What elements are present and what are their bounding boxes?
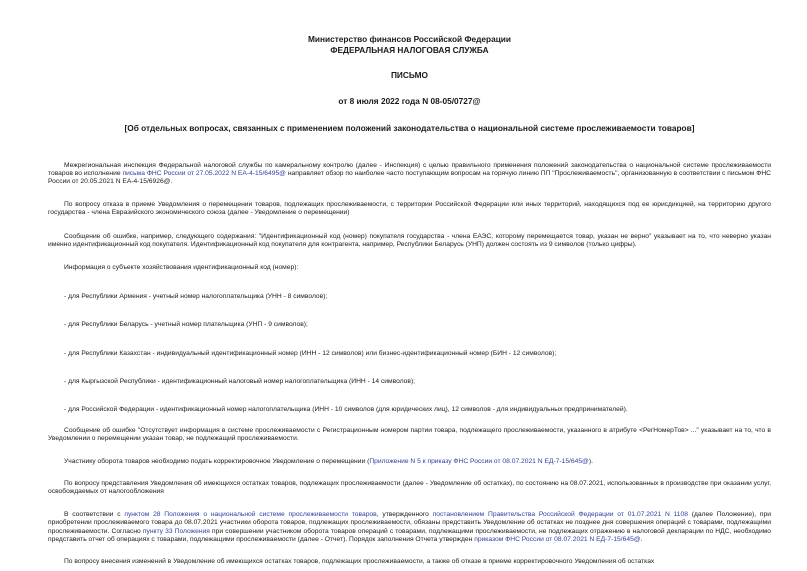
text-segment: при совершении участником оборота товаров операций с товарами, подлежащими прослеживаемости, не подлежащих отражению в налоговой декларации по НДС, необходимо представить отчет об операциях с товарами, подлежащими прослеживаемости (далее - Отчет). Порядок заполнения Отчета утвержден	[48, 527, 772, 544]
text-segment: , утвержденного	[376, 510, 433, 518]
list-item: - для Республики Армения - учетный номер налогоплательщика (УНН - 8 символов);	[64, 292, 328, 300]
paragraph-changes-question: По вопросу внесения изменений в Уведомление об имеющихся остатках товаров, подлежащих прослеживаемости, а также об отказе в приеме корректировочного Уведомления об остатках	[64, 558, 655, 566]
text-segment: В соответствии с	[64, 510, 125, 518]
paragraph-error-not-traceable: Сообщение об ошибке "Отсутствует информация в системе прослеживаемости с Регистрационным номером партии товара, подлежащего прослеживаемости, указанного в атрибуте <РегНомерТов> ..." указывает на то, что в Уведомлении о перемещении указан товар, не подлежащий прослеживаемости.	[48, 426, 771, 443]
document-type: ПИСЬМО	[390, 70, 429, 80]
paragraph-intro	[48, 162, 771, 187]
list-item: - для Кыргызской Республики - идентификационный налоговый номер налогоплательщика (ИНН - 14 символов);	[64, 377, 416, 385]
text-segment: (далее Положение), при приобретении прослеживаемого товара до 08.07.2021 участники оборота товаров, подлежащих прослеживаемости, обязаны представить Уведомление об остатках не позднее дня совершения операций с товарами, подлежащими прослеживаемости. Согласно	[48, 510, 772, 535]
paragraph-corrective-notice	[48, 458, 771, 466]
link-appendix-5[interactable]: Приложение N 5 к приказу ФНС России от 08.07.2021 N ЕД-7-15/645@	[369, 457, 589, 465]
document-body	[48, 162, 771, 567]
text-segment: .	[640, 536, 643, 544]
list-item: - для Республики Беларусь - учетный номер плательщика (УНП - 9 символов);	[64, 321, 308, 329]
document-title: [Об отдельных вопросах, связанных с применением положений законодательства о национальной системе прослеживаемости товаров]	[124, 123, 695, 133]
text-segment: Межрегиональная инспекция Федеральной налоговой службы по камеральному контролю (далее - Инспекция) с целью правильного применения положений законодательства о национальной системе прослеживаемости товаров во исполнение	[48, 161, 771, 177]
paragraph-refusal-question: По вопросу отказа в приеме Уведомления о перемещении товаров, подлежащих прослеживаемости, с территории Российской Федерации или иных территорий, находящихся под ее юрисдикцией, на территорию другого государства - члена Евразийского экономического союза (далее - Уведомление о перемещении)	[48, 200, 771, 217]
link-letter-fns[interactable]: письма ФНС России от 27.05.2022 N ЕА-4-15/6495@	[122, 169, 286, 177]
paragraph-regulation	[48, 511, 771, 545]
paragraph-info-subject: Информация о субъекте хозяйствования идентификационный код (номер):	[64, 264, 299, 272]
text-segment: направляет обзор по наиболее часто поступающим вопросам на горячую линию ПП "Прослеживаемость", организованную в соответствии с письмом ФНС России от 20.05.2021 N ЕА-4-15/6926@.	[48, 169, 771, 186]
list-item: - для Республики Казахстан - индивидуальный идентификационный номер (ИНН - 12 символов) или бизнес-идентификационный номер (БИН - 12 символов);	[64, 349, 557, 357]
document-header	[48, 34, 771, 106]
link-point-33[interactable]: пункту 33 Положения	[142, 527, 210, 535]
link-government-decree[interactable]: постановлением Правительства Российской Федерации от 01.07.2021 N 1108	[432, 510, 688, 518]
text-segment: ).	[588, 457, 593, 465]
paragraph-remains-question: По вопросу представления Уведомления об имеющихся остатках товаров, подлежащих прослеживаемости (далее - Уведомление об остатках), по состоянию на 08.07.2021, использованных в производстве при оказании услуг, освобождаемых от налогообложения	[48, 480, 771, 496]
list-item: - для Российской Федерации - идентификационный номер налогоплательщика (ИНН - 10 символов (для юридических лиц), 12 символов - для индивидуальных предпринимателей).	[64, 406, 628, 414]
link-order-fns[interactable]: приказом ФНС России от 08.07.2021 N ЕД-7-15/645@	[474, 536, 641, 544]
document-date-number: от 8 июля 2022 года N 08-05/0727@	[338, 95, 481, 106]
paragraph-error-message: Сообщение об ошибке, например, следующего содержания: "Идентификационный код (номер) покупателя государства - члена ЕАЭС, которому перемещается товар, указан не верно" указывает на то, что неверно указан именно идентификационный код покупателя. Идентификационный код покупателя для контрагента, например, Республики Беларусь (УНП) должен состоять из 9 символов (только цифры).	[48, 232, 771, 248]
service-name: ФЕДЕРАЛЬНАЯ НАЛОГОВАЯ СЛУЖБА	[330, 44, 489, 55]
text-segment: Участнику оборота товаров необходимо подать корректировочное Уведомление о перемещении (	[64, 457, 370, 465]
ministry-name: Министерство финансов Российской Федерации	[307, 34, 512, 44]
link-point-28[interactable]: пунктом 28 Положения о национальной системе прослеживаемости товаров	[124, 510, 377, 518]
